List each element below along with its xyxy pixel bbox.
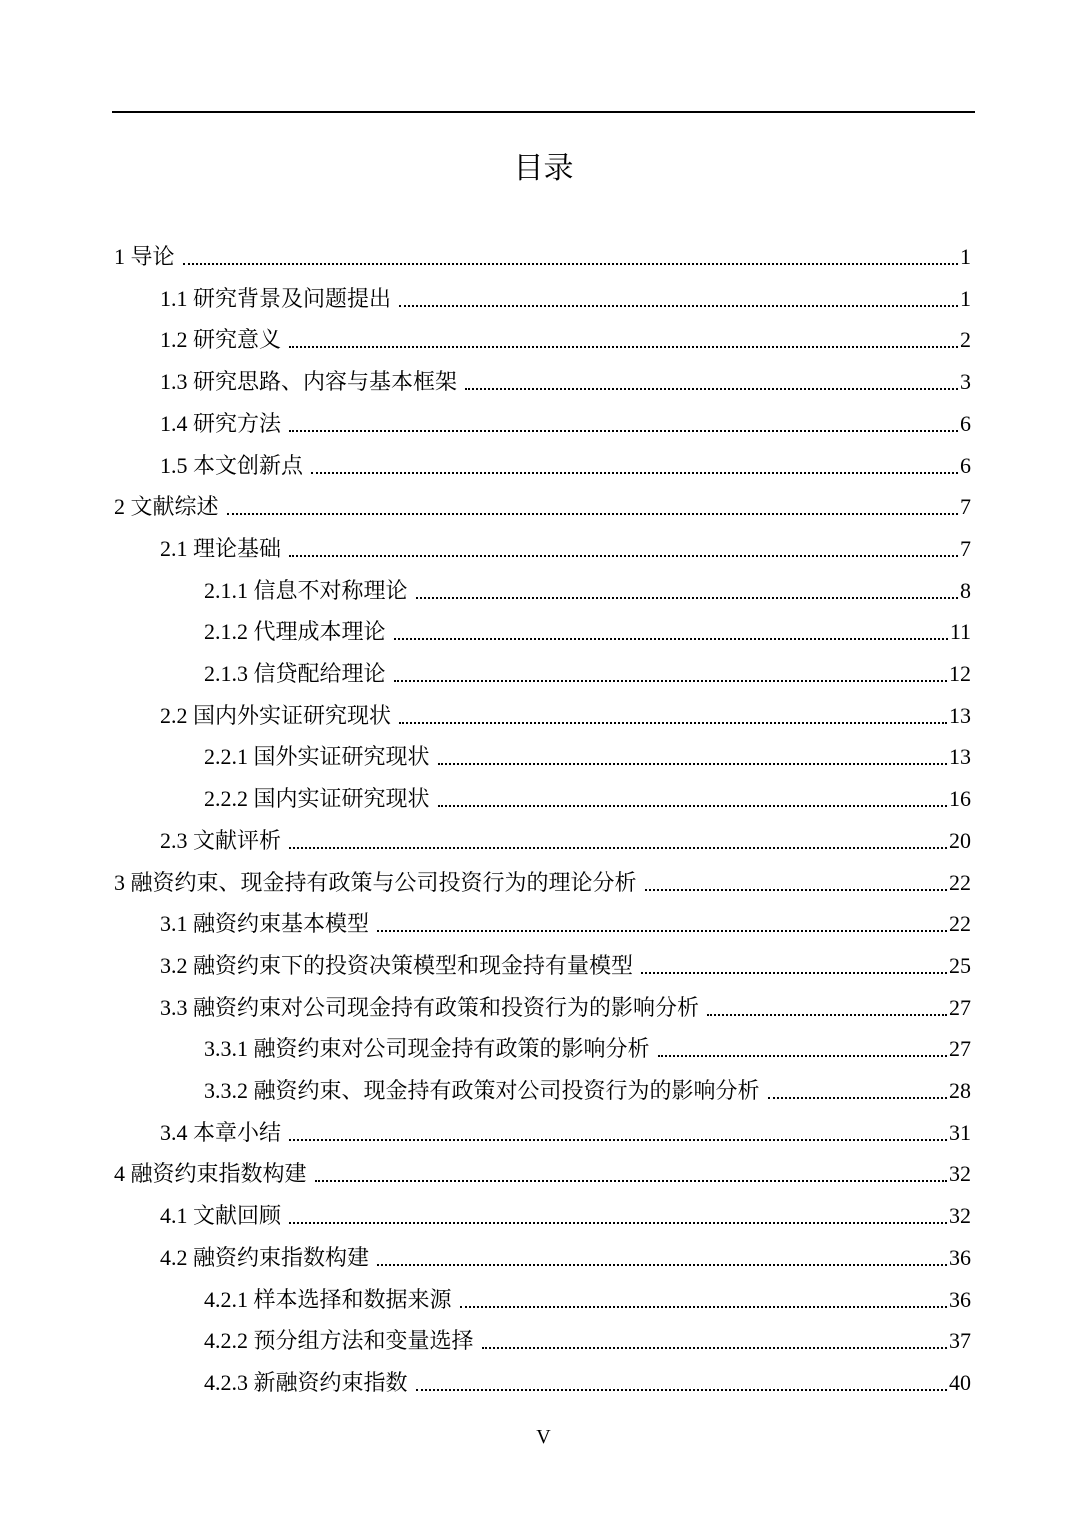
toc-entry[interactable]	[160, 1110, 971, 1152]
toc-entry[interactable]	[160, 317, 971, 359]
dot-leader	[183, 263, 958, 265]
dot-leader	[377, 1264, 947, 1266]
dot-leader	[227, 513, 958, 515]
toc-entry-label: 2.2.2 国内实证研究现状	[204, 786, 430, 811]
toc-entry-page-number: 20	[949, 828, 971, 853]
toc-entry-page-number: 31	[949, 1120, 971, 1145]
toc-entry-page-number: 7	[960, 494, 971, 519]
dot-leader	[289, 1222, 947, 1224]
dot-leader	[641, 972, 947, 974]
toc-entry-page-number: 13	[949, 703, 971, 728]
toc-entry-label: 3.1 融资约束基本模型	[160, 911, 370, 936]
toc-entry[interactable]	[160, 276, 971, 318]
toc-entry-label: 3.2 融资约束下的投资决策模型和现金持有量模型	[160, 953, 634, 978]
toc-entry-label: 4 融资约束指数构建	[114, 1161, 307, 1186]
toc-entry[interactable]	[160, 1235, 971, 1277]
toc-entry-page-number: 8	[960, 578, 971, 603]
toc-entry-label: 4.2.1 样本选择和数据来源	[204, 1287, 452, 1312]
dot-leader	[438, 805, 947, 807]
toc-entry-label: 2.1 理论基础	[160, 536, 282, 561]
toc-entry-page-number: 37	[949, 1328, 971, 1353]
toc-entry-label: 1.1 研究背景及问题提出	[160, 286, 392, 311]
toc-entry-page-number: 13	[949, 744, 971, 769]
toc-entry-label: 1 导论	[114, 244, 175, 269]
dot-leader	[416, 1389, 947, 1391]
toc-entry-label: 2.2 国内外实证研究现状	[160, 703, 392, 728]
toc-entry-label: 2.2.1 国外实证研究现状	[204, 744, 430, 769]
toc-entry-page-number: 7	[960, 536, 971, 561]
toc-entry-label: 2 文献综述	[114, 494, 219, 519]
toc-entry-label: 1.2 研究意义	[160, 327, 282, 352]
toc-entry[interactable]	[204, 1318, 971, 1360]
toc-entry-label: 1.3 研究思路、内容与基本框架	[160, 369, 458, 394]
toc-entry[interactable]	[204, 776, 971, 818]
toc-entry-label: 2.1.2 代理成本理论	[204, 619, 386, 644]
toc-entry-page-number: 25	[949, 953, 971, 978]
toc-entry[interactable]	[114, 860, 971, 902]
toc-entry-page-number: 36	[949, 1287, 971, 1312]
toc-entry-page-number: 40	[949, 1370, 971, 1395]
toc-entry-page-number: 22	[949, 870, 971, 895]
toc-entry-label: 1.4 研究方法	[160, 411, 282, 436]
dot-leader	[416, 597, 958, 599]
toc-entry[interactable]	[204, 1026, 971, 1068]
page-title: 目录	[513, 151, 574, 186]
toc-entry[interactable]	[160, 1193, 971, 1235]
toc-entry[interactable]	[204, 1360, 971, 1402]
toc-entry[interactable]	[160, 359, 971, 401]
dot-leader	[394, 680, 947, 682]
dot-leader	[399, 305, 958, 307]
toc-entry[interactable]	[114, 1151, 971, 1193]
toc-entry[interactable]	[160, 526, 971, 568]
toc-entry-page-number: 22	[949, 911, 971, 936]
toc-entry[interactable]	[160, 818, 971, 860]
dot-leader	[658, 1055, 947, 1057]
toc-entry-page-number: 36	[949, 1245, 971, 1270]
dot-leader	[465, 388, 958, 390]
toc-entry[interactable]	[114, 234, 971, 276]
toc-entry[interactable]	[204, 734, 971, 776]
toc-entry-page-number: 32	[949, 1203, 971, 1228]
toc-entry[interactable]	[160, 443, 971, 485]
dot-leader	[394, 638, 948, 640]
toc-entry-page-number: 12	[949, 661, 971, 686]
toc-entry-page-number: 28	[949, 1078, 971, 1103]
dot-leader	[289, 555, 958, 557]
dot-leader	[315, 1180, 947, 1182]
dot-leader	[482, 1347, 947, 1349]
toc-entry-label: 3 融资约束、现金持有政策与公司投资行为的理论分析	[114, 870, 637, 895]
dot-leader	[399, 722, 947, 724]
toc-entry-page-number: 27	[949, 1036, 971, 1061]
toc-entry[interactable]	[160, 943, 971, 985]
dot-leader	[377, 930, 947, 932]
toc-entry[interactable]	[204, 1277, 971, 1319]
toc-entry-label: 4.2.2 预分组方法和变量选择	[204, 1328, 474, 1353]
toc-entry-page-number: 6	[960, 453, 971, 478]
dot-leader	[768, 1097, 947, 1099]
toc-entry[interactable]	[160, 985, 971, 1027]
toc-entry[interactable]	[160, 901, 971, 943]
toc-entry-page-number: 32	[949, 1161, 971, 1186]
toc-entry-label: 1.5 本文创新点	[160, 453, 304, 478]
dot-leader	[289, 346, 958, 348]
dot-leader	[438, 763, 947, 765]
toc-entry[interactable]	[160, 693, 971, 735]
toc-entry[interactable]	[114, 484, 971, 526]
dot-leader	[289, 430, 958, 432]
toc-entry-label: 2.3 文献评析	[160, 828, 282, 853]
toc-entry-label: 3.3 融资约束对公司现金持有政策和投资行为的影响分析	[160, 995, 700, 1020]
toc-entry-page-number: 27	[949, 995, 971, 1020]
toc-entry-page-number: 1	[960, 286, 971, 311]
toc-entry[interactable]	[204, 568, 971, 610]
dot-leader	[311, 472, 958, 474]
toc-entry-label: 2.1.1 信息不对称理论	[204, 578, 408, 603]
dot-leader	[289, 1139, 947, 1141]
toc-entry-page-number: 6	[960, 411, 971, 436]
toc-entry[interactable]	[204, 609, 971, 651]
dot-leader	[707, 1014, 947, 1016]
toc-entry-page-number: 16	[949, 786, 971, 811]
toc-entry-page-number: 2	[960, 327, 971, 352]
toc-entry-page-number: 1	[960, 244, 971, 269]
toc-entry-label: 3.3.2 融资约束、现金持有政策对公司投资行为的影响分析	[204, 1078, 760, 1103]
toc-entry[interactable]	[204, 1068, 971, 1110]
toc-entry[interactable]	[160, 401, 971, 443]
dot-leader	[289, 847, 947, 849]
toc-entry-label: 4.2.3 新融资约束指数	[204, 1370, 408, 1395]
header-rule	[112, 111, 975, 113]
toc-entry-page-number: 11	[949, 619, 971, 644]
toc-entry[interactable]	[204, 651, 971, 693]
toc-entry-label: 3.3.1 融资约束对公司现金持有政策的影响分析	[204, 1036, 650, 1061]
dot-leader	[645, 889, 947, 891]
toc-entry-label: 2.1.3 信贷配给理论	[204, 661, 386, 686]
toc-entry-label: 4.2 融资约束指数构建	[160, 1245, 370, 1270]
toc-entry-label: 4.1 文献回顾	[160, 1203, 282, 1228]
dot-leader	[460, 1306, 947, 1308]
page-number-footer: V	[536, 1426, 551, 1448]
toc-entry-page-number: 3	[960, 369, 971, 394]
toc-entry-label: 3.4 本章小结	[160, 1120, 282, 1145]
